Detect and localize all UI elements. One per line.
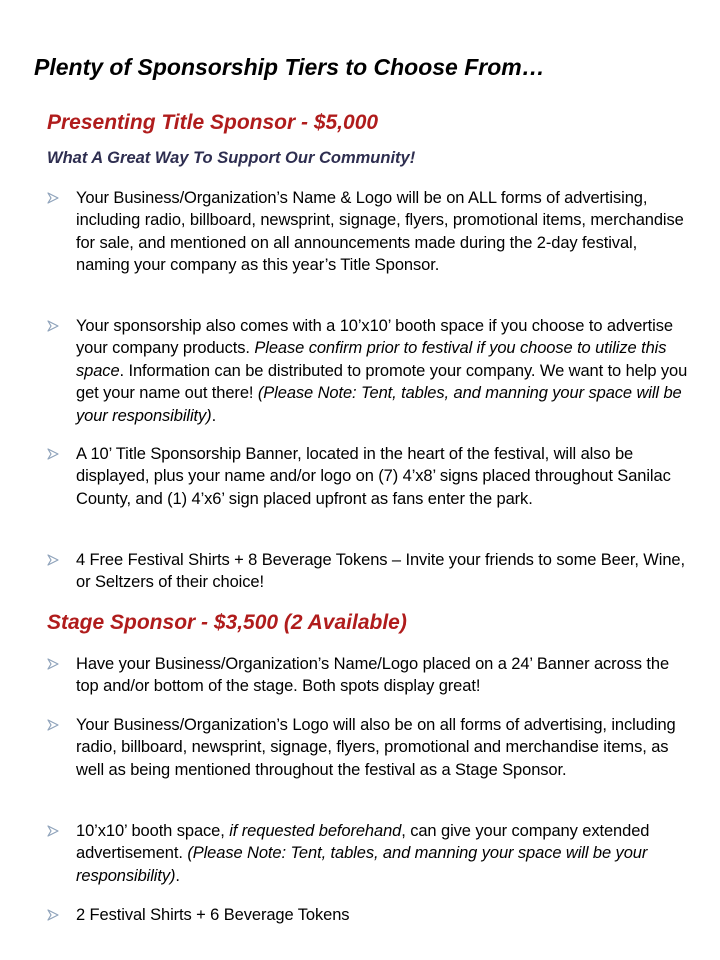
arrowhead-bullet-icon <box>47 820 76 842</box>
stage-sponsor-bullet-1 <box>47 653 695 698</box>
bullet-text-part: , can give your company extended advertisement. <box>76 822 650 863</box>
arrowhead-bullet-icon <box>47 315 76 337</box>
bullet-text-italic: if requested beforehand <box>229 822 402 840</box>
title-sponsor-heading: Presenting Title Sponsor - $5,000 <box>47 111 379 134</box>
bullet-text: Your Business/Organization’s Name & Logo will be on ALL forms of advertising, including radio, billboard, newsprint, signage, flyers, promotional items, merchandise for sale, and mentioned on all announcements made during the 2-day festival, naming your company as this year’s Title Sponsor. <box>76 189 684 275</box>
bullet-text: Have your Business/Organization’s Name/Logo placed on a 24’ Banner across the top and/or bottom of the stage. Both spots display great! <box>76 655 670 696</box>
title-sponsor-bullet-1 <box>47 187 695 277</box>
bullet-text-part: Your sponsorship also comes with a 10’x10’ booth space if you choose to advertise your company products. <box>76 317 673 358</box>
page-heading: Plenty of Sponsorship Tiers to Choose From… <box>34 54 545 80</box>
title-sponsor-tagline: What A Great Way To Support Our Community! <box>47 149 416 167</box>
bullet-text-part: 10’x10’ booth space, <box>76 822 230 840</box>
title-sponsor-bullet-4 <box>47 549 695 594</box>
bullet-text-part: . <box>175 866 180 885</box>
bullet-text-part: . <box>211 406 217 425</box>
bullet-text: 2 Festival Shirts + 6 Beverage Tokens <box>76 906 350 924</box>
bullet-text-italic: (Please Note: Tent, tables, and manning your space will be your responsibility) <box>76 384 682 425</box>
arrowhead-bullet-icon <box>47 443 76 465</box>
stage-sponsor-heading: Stage Sponsor - $3,500 (2 Available) <box>47 611 407 634</box>
arrowhead-bullet-icon <box>47 904 76 926</box>
arrowhead-bullet-icon <box>47 187 76 209</box>
bullet-text: Your Business/Organization’s Logo will also be on all forms of advertising, including radio, billboard, newsprint, signage, flyers, promotional and merchandise items, as well as being mentioned throughout the festival as a Stage Sponsor. <box>76 716 676 779</box>
title-sponsor-bullet-3 <box>47 443 695 510</box>
bullet-text <box>76 820 695 887</box>
stage-sponsor-bullet-4 <box>47 904 695 926</box>
bullet-text: 4 Free Festival Shirts + 8 Beverage Tokens – Invite your friends to some Beer, Wine, or Seltzers of their choice! <box>76 551 685 592</box>
title-sponsor-bullet-2 <box>47 315 695 427</box>
bullet-text: A 10’ Title Sponsorship Banner, located in the heart of the festival, will also be displayed, plus your name and/or logo on (7) 4’x8’ signs placed throughout Sanilac County, and (1) 4’x6’ sign placed upfront as fans enter the park. <box>76 445 671 508</box>
arrowhead-bullet-icon <box>47 714 76 736</box>
bullet-text <box>76 315 695 427</box>
bullet-text-part: . Information can be distributed to promote your company. We want to help you get your name out there! <box>76 361 688 403</box>
stage-sponsor-bullet-3 <box>47 820 695 887</box>
bullet-text-italic: (Please Note: Tent, tables, and manning your space will be your responsibility) <box>76 844 648 885</box>
arrowhead-bullet-icon <box>47 549 76 571</box>
stage-sponsor-bullet-2 <box>47 714 695 781</box>
bullet-text-italic: Please confirm prior to festival if you choose to utilize this space <box>76 339 667 380</box>
arrowhead-bullet-icon <box>47 653 76 675</box>
